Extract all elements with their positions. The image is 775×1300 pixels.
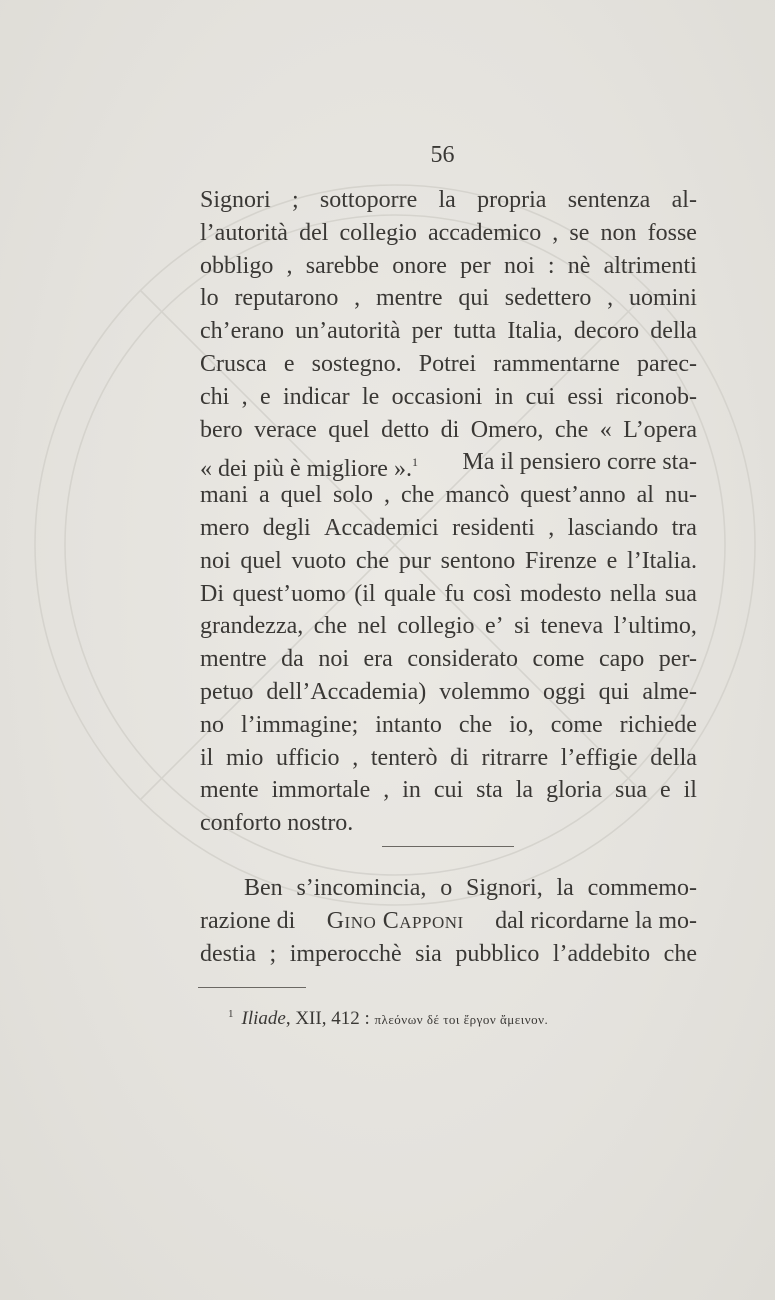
footnote-divider [198,987,306,988]
word: a [259,482,270,509]
word: la [556,875,574,901]
word: l’Italia. [627,547,697,574]
word: quest’anno [520,482,626,509]
word: capo [598,646,645,673]
word: mente [200,777,259,804]
text-after-name: dal ricordarne la mo- [495,907,697,934]
word: bero [200,416,243,443]
word: imperocchè [289,940,402,967]
word: detto [381,416,430,443]
word: sta [476,777,503,804]
word: , [384,482,390,509]
word: uomini [628,285,697,312]
word: intanto [375,711,442,738]
word: , [552,219,559,246]
word: la [515,777,534,804]
text-before-name: razione di [200,907,296,934]
word: di [440,416,460,443]
word: da [281,646,304,673]
quote-end-text [200,446,418,483]
word: quel [328,416,370,443]
text-line [200,578,697,611]
word: grandezza, [200,613,304,640]
word: della [650,318,697,345]
word: mentre [375,285,443,312]
word: ; [269,940,277,967]
word: tra [671,514,697,541]
word: onore [392,252,447,279]
word: io, [509,711,534,738]
word: lasciando [567,514,659,541]
paragraph-1 [200,184,697,840]
word: reputarono [234,285,339,312]
text-line [200,184,697,217]
text-line [200,774,697,807]
word: chi [200,383,230,410]
word: occasioni [391,383,483,410]
word: L’opera [623,416,697,443]
word: la [438,187,456,213]
word: Italia, [507,318,563,345]
word: , [548,514,555,541]
word: quel [280,482,322,509]
word: , [241,383,248,410]
text-line [200,282,697,315]
word: , [383,777,390,804]
word: residenti [452,514,535,541]
text-line: conforto nostro. [200,810,354,837]
word: noi [200,547,231,574]
word: in [402,777,421,804]
word: sia [415,940,442,967]
text-line-with-note [200,446,697,483]
word: per [460,252,491,279]
word: nel [357,613,387,640]
word: che [458,711,493,738]
word: per- [658,646,697,673]
word: le [362,383,380,410]
word: « [599,416,612,443]
footnote-reference: 1 [411,455,418,470]
word: o [440,875,453,901]
page-number: 56 [430,142,455,168]
word: sottoporre [319,187,418,213]
word: collegio [339,219,417,246]
word: alme- [642,678,697,705]
word: pur [398,547,431,574]
text-line [200,381,697,414]
word: mero [200,514,250,541]
word: riconob- [615,383,697,410]
word: , [354,285,361,312]
paragraph-2 [200,872,697,970]
word: gloria [546,777,603,804]
word: mancò [445,482,510,509]
word: indicar [283,383,350,410]
word: della [650,744,697,771]
word: volemmo [439,678,530,705]
word: l’effigie [560,744,638,771]
word: noi [318,646,349,673]
word: , [607,285,614,312]
word: del [299,219,329,246]
section-divider [382,846,514,847]
word: l’addebito [552,940,651,967]
word: (il [354,580,376,607]
word: immortale [271,777,371,804]
footnote-work-title: Iliade [241,1008,286,1029]
word: qui [598,678,630,705]
footnote [228,1008,548,1030]
word: si [514,613,531,640]
word: e [606,547,618,574]
text-line [200,217,697,250]
text-line [200,872,697,905]
word: accademico [427,219,542,246]
word: commemo- [587,875,697,901]
word: non [600,219,637,246]
word: cui [525,383,555,410]
word: collegio [397,613,475,640]
footnote-reference-text: , XII, 412 : [285,1008,370,1029]
word: nella [609,580,657,607]
word: lo [200,285,219,312]
text-line [200,479,697,512]
word: propria [477,187,547,213]
word: sarebbe [305,252,380,279]
word: sentono [440,547,516,574]
word: no [200,711,224,738]
word: sua [615,777,648,804]
word: ritrarre [481,744,549,771]
word: modesto [520,580,602,607]
word: fu [444,580,465,607]
text-line [200,545,697,578]
word: rammentarne [493,350,620,377]
word: tutta [453,318,497,345]
word: , [286,252,293,279]
word: nè [567,252,591,279]
word: e [260,383,271,410]
word: al- [671,187,697,213]
word: che [554,416,589,443]
word: Signori [200,187,271,213]
word: oggi [542,678,586,705]
word: Accademici [324,514,439,541]
word: se [569,219,590,246]
word: fosse [647,219,697,246]
text-line [200,315,697,348]
word: che [401,482,435,509]
word: solo [332,482,373,509]
word: l’autorità [200,219,288,246]
text-line [200,414,697,447]
word: ch’erano [200,318,284,345]
person-name: Gino Capponi [326,907,464,934]
word: Firenze [524,547,597,574]
text-line [200,512,697,545]
word: per [411,318,443,345]
word: al [636,482,654,509]
word: quale [384,580,436,607]
word: sedettero [504,285,592,312]
word: quel [240,547,282,574]
word: ; [291,187,299,213]
text-line-rest: Ma il pensiero corre sta- [462,449,697,476]
word: il [200,744,214,771]
word: così [472,580,512,607]
footnote-greek-quote: πλεόνων δέ τοι ἔργον ἄμεινον. [374,1012,549,1027]
text-line [200,250,697,283]
word: Potrei [418,350,477,377]
word: che [663,940,697,967]
word: mio [226,744,264,771]
text-line [200,643,697,676]
word: cui [433,777,464,804]
word: considerato [407,646,518,673]
word: mani [200,482,248,509]
word: e [283,350,295,377]
word: di [450,744,469,771]
word: mentre [200,646,267,673]
word: s’incomincia, [296,875,427,901]
word: come [532,646,585,673]
word: nu- [664,482,697,509]
word: obbligo [200,252,274,279]
word: sua [664,580,697,607]
word: Di [200,580,224,607]
text-line [200,709,697,742]
word: e [659,777,671,804]
word: decoro [573,318,640,345]
word: era [363,646,393,673]
word: sostegno. [311,350,402,377]
word: che [313,613,348,640]
word: essi [567,383,604,410]
word: Omero, [470,416,544,443]
word: noi [503,252,535,279]
word: dell’Accademia) [266,678,427,705]
word: degli [262,514,311,541]
word: altrimenti [603,252,697,279]
word: teneva [540,613,604,640]
text-line [200,742,697,775]
word: petuo [200,678,254,705]
word: in [494,383,514,410]
word: Crusca [200,350,267,377]
word: e’ [484,613,504,640]
word: qui [458,285,490,312]
text-line-with-name [200,905,697,938]
word: verace [254,416,317,443]
word: sentenza [567,187,651,213]
word: pubblico [455,940,540,967]
word: che [355,547,390,574]
word: un’autorità [295,318,401,345]
word: vuoto [291,547,347,574]
word: parec- [637,350,697,377]
text-line [200,938,697,971]
word: richiede [619,711,697,738]
word: ufficio [276,744,340,771]
word: destia [200,940,256,967]
word: come [550,711,603,738]
word: tenterò [370,744,438,771]
word: quest’uomo [232,580,346,607]
word: Ben [244,875,283,901]
footnote-mark: 1 [228,1008,234,1020]
word: il [683,777,697,804]
text-line [200,348,697,381]
word: l’ultimo, [613,613,697,640]
text-line [200,610,697,643]
word: : [547,252,555,279]
word: l’immagine; [240,711,359,738]
text-line [200,676,697,709]
word: , [352,744,359,771]
word: Signori, [466,875,543,901]
quote-text: « dei più è migliore ». [200,456,412,483]
